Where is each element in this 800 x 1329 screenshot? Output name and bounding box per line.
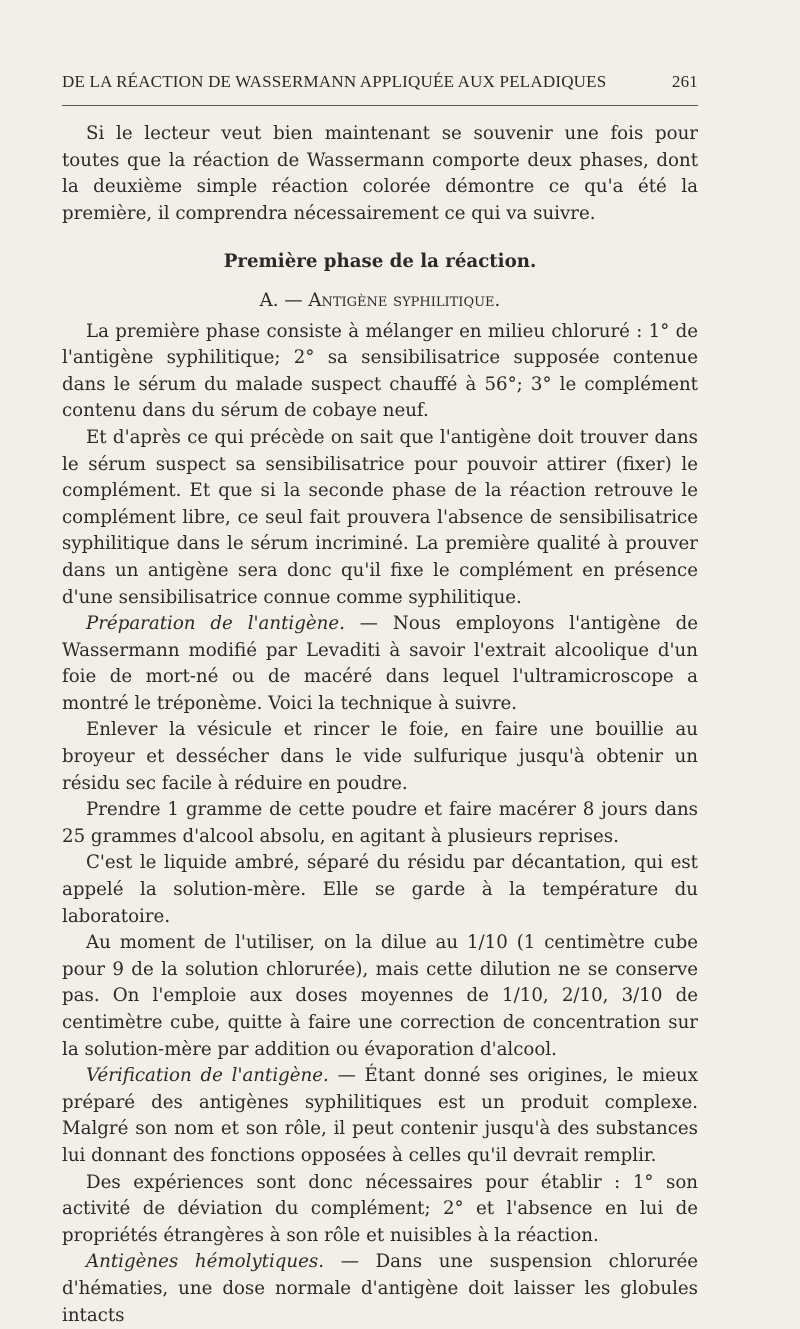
run-in-title: Vérification de l'antigène.: [86, 1065, 329, 1087]
paragraph: Et d'après ce qui précède on sait que l'antigène doit trouver dans le sérum suspect sa sensibilisatrice pour pouvoir attirer (fixer) le complément. Et que si la seconde phase de la réaction retrouve le complément libre, ce seul fait prouvera l'absence de sensibilisatrice syphilitique dans le sérum incriminé. La première qualité à prouver dans un antigène sera donc qu'il fixe le complément en présence d'une sensibilisatrice connue comme syphilitique.: [62, 426, 698, 608]
section-heading: Première phase de la réaction.: [223, 251, 537, 273]
paragraph: Des expériences sont donc nécessaires pour établir : 1° son activité de déviation du complément; 2° et l'absence en lui de propriétés étrangères à son rôle et nuisibles à la réaction.: [62, 1171, 698, 1246]
paragraph: [62, 611, 698, 717]
paragraph: Au moment de l'utiliser, on la dilue au 1/10 (1 centimètre cube pour 9 de la solution chlorurée), mais cette dilution ne se conserve pas. On l'emploie aux doses moyennes de 1/10, 2/10, 3/10 de centimètre cube, quitte à faire une correction de concentration sur la solution-mère par addition ou évaporation d'alcool.: [62, 932, 698, 1060]
paragraph: C'est le liquide ambré, séparé du résidu par décantation, qui est appelé la solution-mère. Elle se garde à la température du laboratoire.: [62, 852, 698, 927]
paragraph-text: — Étant donné ses origines, le mieux préparé des antigènes syphilitiques est un produit complexe. Malgré son nom et son rôle, il peut contenir jusqu'à des substances lui donnant des fonctions opposées à celles qu'il devrait remplir.: [62, 1065, 698, 1166]
paragraph: Enlever la vésicule et rincer le foie, en faire une bouillie au broyeur et dessécher dans le vide sulfurique jusqu'à obtenir un résidu sec facile à réduire en poudre.: [62, 719, 698, 794]
paragraph: La première phase consiste à mélanger en milieu chloruré : 1° de l'antigène syphilitique; 2° sa sensibilisatrice supposée contenue dans le sérum du malade suspect chauffé à 56°; 3° le complément contenu dans du sérum de cobaye neuf.: [62, 320, 698, 422]
paragraph: Prendre 1 gramme de cette poudre et faire macérer 8 jours dans 25 grammes d'alcool absolu, en agitant à plusieurs reprises.: [62, 799, 698, 847]
page-body: [62, 121, 698, 1329]
paragraph-intro: Si le lecteur veut bien maintenant se souvenir une fois pour toutes que la réaction de Wassermann comporte deux phases, dont la deuxième simple réaction colorée démontre ce qu'a été la première, il comprendra nécessairement ce qui va suivre.: [62, 123, 698, 224]
paragraph: [62, 1063, 698, 1169]
run-in-title: Préparation de l'antigène.: [86, 613, 345, 635]
page-number: 261: [671, 72, 698, 91]
running-header: [62, 68, 698, 96]
run-in-title: Antigènes hémolytiques.: [86, 1251, 325, 1273]
paragraph-text: — Dans une suspension chlorurée d'hématies, une dose normale d'antigène doit laisser les globules intacts: [62, 1251, 698, 1326]
paragraph: [62, 1249, 698, 1329]
paragraph-text: — Nous employons l'antigène de Wassermann modifié par Levaditi à savoir l'extrait alcoolique d'un foie de mort-né ou de macéré dans lequel l'ultramicroscope a montré le tréponème. Voici la technique à suivre.: [62, 613, 698, 714]
header-rule: [62, 105, 698, 106]
subsection-heading: A. — Antigène syphilitique.: [259, 289, 501, 311]
running-title: DE LA RÉACTION DE WASSERMANN APPLIQUÉE AUX PELADIQUES: [62, 72, 607, 91]
